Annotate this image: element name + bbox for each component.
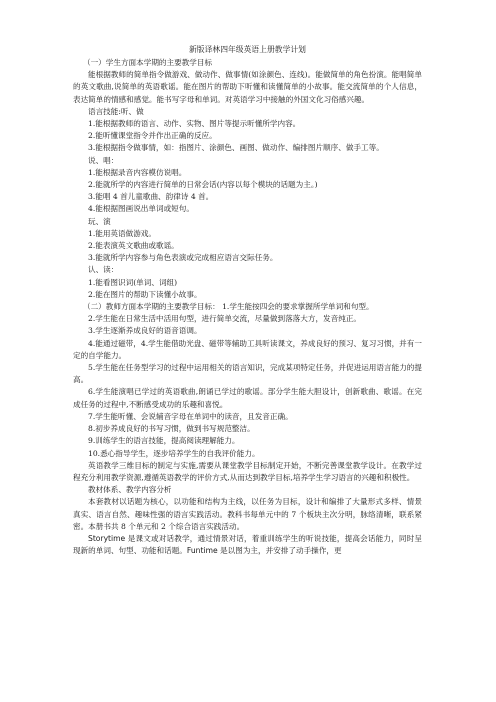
play-item: 1.能用英语做游戏。	[88, 228, 156, 238]
speak-item: 2.能就所学的内容进行简单的日常会话(内容以每个模块的话题为主。)	[88, 180, 318, 190]
storytime-paragraph	[73, 533, 422, 557]
listen-item: 3.能根据指令做事情，如：指图片、涂颜色、画图、做动作、编排图片顺序、做手工等。	[88, 143, 384, 153]
section-2-heading: （二）教师方面本学期的主要教学目标： 1.学生能按四会的要求掌握所学单词和句型。	[83, 302, 374, 312]
section-2-item: 8.初步养成良好的书写习惯，做到书写规范整洁。	[88, 424, 255, 434]
play-item: 3.能就所学内容参与角色表演或完成相应语言交际任务。	[88, 253, 278, 263]
section-2-item: 3.学生逐渐养成良好的语音语调。	[88, 326, 202, 336]
speak-item: 3.能唱 4 首儿童歌曲、韵律诗 4 首。	[88, 192, 214, 202]
play-label: 玩、演	[88, 216, 111, 226]
read-label: 认、读：	[88, 265, 119, 275]
speak-label: 说、唱：	[88, 155, 119, 165]
funtime-text: 是以图为主，并安排了动手操作，更	[217, 546, 342, 556]
listen-item: 2.能听懂课堂指令并作出正确的反应。	[88, 131, 217, 141]
document-title: 新版译林四年级英语上册教学计划	[189, 45, 306, 54]
skills-label: 语言技能:听、做	[88, 106, 144, 116]
section-2-item: 7.学生能听懂、会说辅音字母在单词中的读音，且发音正确。	[88, 411, 293, 421]
funtime-term: Funtime	[186, 546, 218, 556]
speak-item: 4.能根据图画说出单词或短句。	[88, 204, 194, 214]
material-label: 教材体系、教学内容分析	[88, 485, 172, 495]
speak-item: 1.能根据录音内容模仿说唱。	[88, 167, 187, 177]
storytime-term: Storytime	[88, 533, 126, 543]
storytime-text: 是课文或对话教学，通过情景对话，着重训练学生的听说技能，提高会话能力，同时呈现新的单词、句型、功能和话题。	[73, 533, 422, 556]
play-item: 2.能表演英文歌曲或歌谣。	[88, 241, 179, 251]
read-item: 1.能看图识词(单词、词组)	[88, 277, 178, 287]
listen-item: 1.能根据教师的语言、动作、实物、图片等提示听懂所学内容。	[88, 119, 301, 129]
material-paragraph: 本套教材以话题为核心，以功能和结构为主线，以任务为目标，设计和编排了大量形式多样、情景真实、语言自然、趣味性强的语言实践活动。教科书每单元中的 7 个板块主次分明，脉络清晰，联系紧密。本册书共 8 个单元和 2 个综合语言实践活动。	[73, 497, 422, 531]
section-2-item: 10.悉心指导学生，逐步培养学生的自我评价能力。	[88, 448, 260, 458]
read-item: 2.能在图片的帮助下读懂小故事。	[88, 289, 202, 299]
section-2-item: 2.学生能在日常生活中活用句型，进行简单交流，尽量做到落落大方，发音纯正。	[88, 314, 362, 324]
section-1-heading: （一）学生方面本学期的主要教学目标	[83, 58, 213, 67]
section-2-item: 5.学生能在任务型学习的过程中运用相关的语言知识，完成某项特定任务，并促进运用语言能力的提高。	[73, 363, 422, 385]
section-2-item: 9.训练学生的语言技能，提高阅读理解能力。	[88, 436, 240, 446]
section-2-item: 4.能通过磁带，4.学生能借助光盘、磁带等辅助工具听读课文，养成良好的预习、复习习惯，并有一定的自学能力。	[73, 338, 422, 360]
section-1-intro: 能根据教师的简单指令做游戏、做动作、做事情(如涂颜色、连线)。能做简单的角色扮演。能唱简单的英文歌曲,说简单的英语歌谣。能在图片的帮助下听懂和读懂简单的小故事。能交流简单的个人信息，表达简单的情感和感觉。能书写字母和单词。对英语学习中接触的外国文化习俗感兴趣。	[73, 70, 422, 104]
evaluation-paragraph: 英语教学三维目标的制定与实施,需要从课堂教学目标制定开始，不断完善课堂教学设计。在教学过程充分利用教学资源,遵循英语教学的评价方式,从而达到教学目标,培养学生学习语言的兴趣和积极性。	[73, 460, 422, 482]
section-2-item: 6.学生能演唱已学过的英语歌曲,朗诵已学过的歌谣。部分学生能大胆设计，创新歌曲、歌谣。在完成任务的过程中,不断感受成功的乐趣和喜悦。	[73, 387, 422, 409]
